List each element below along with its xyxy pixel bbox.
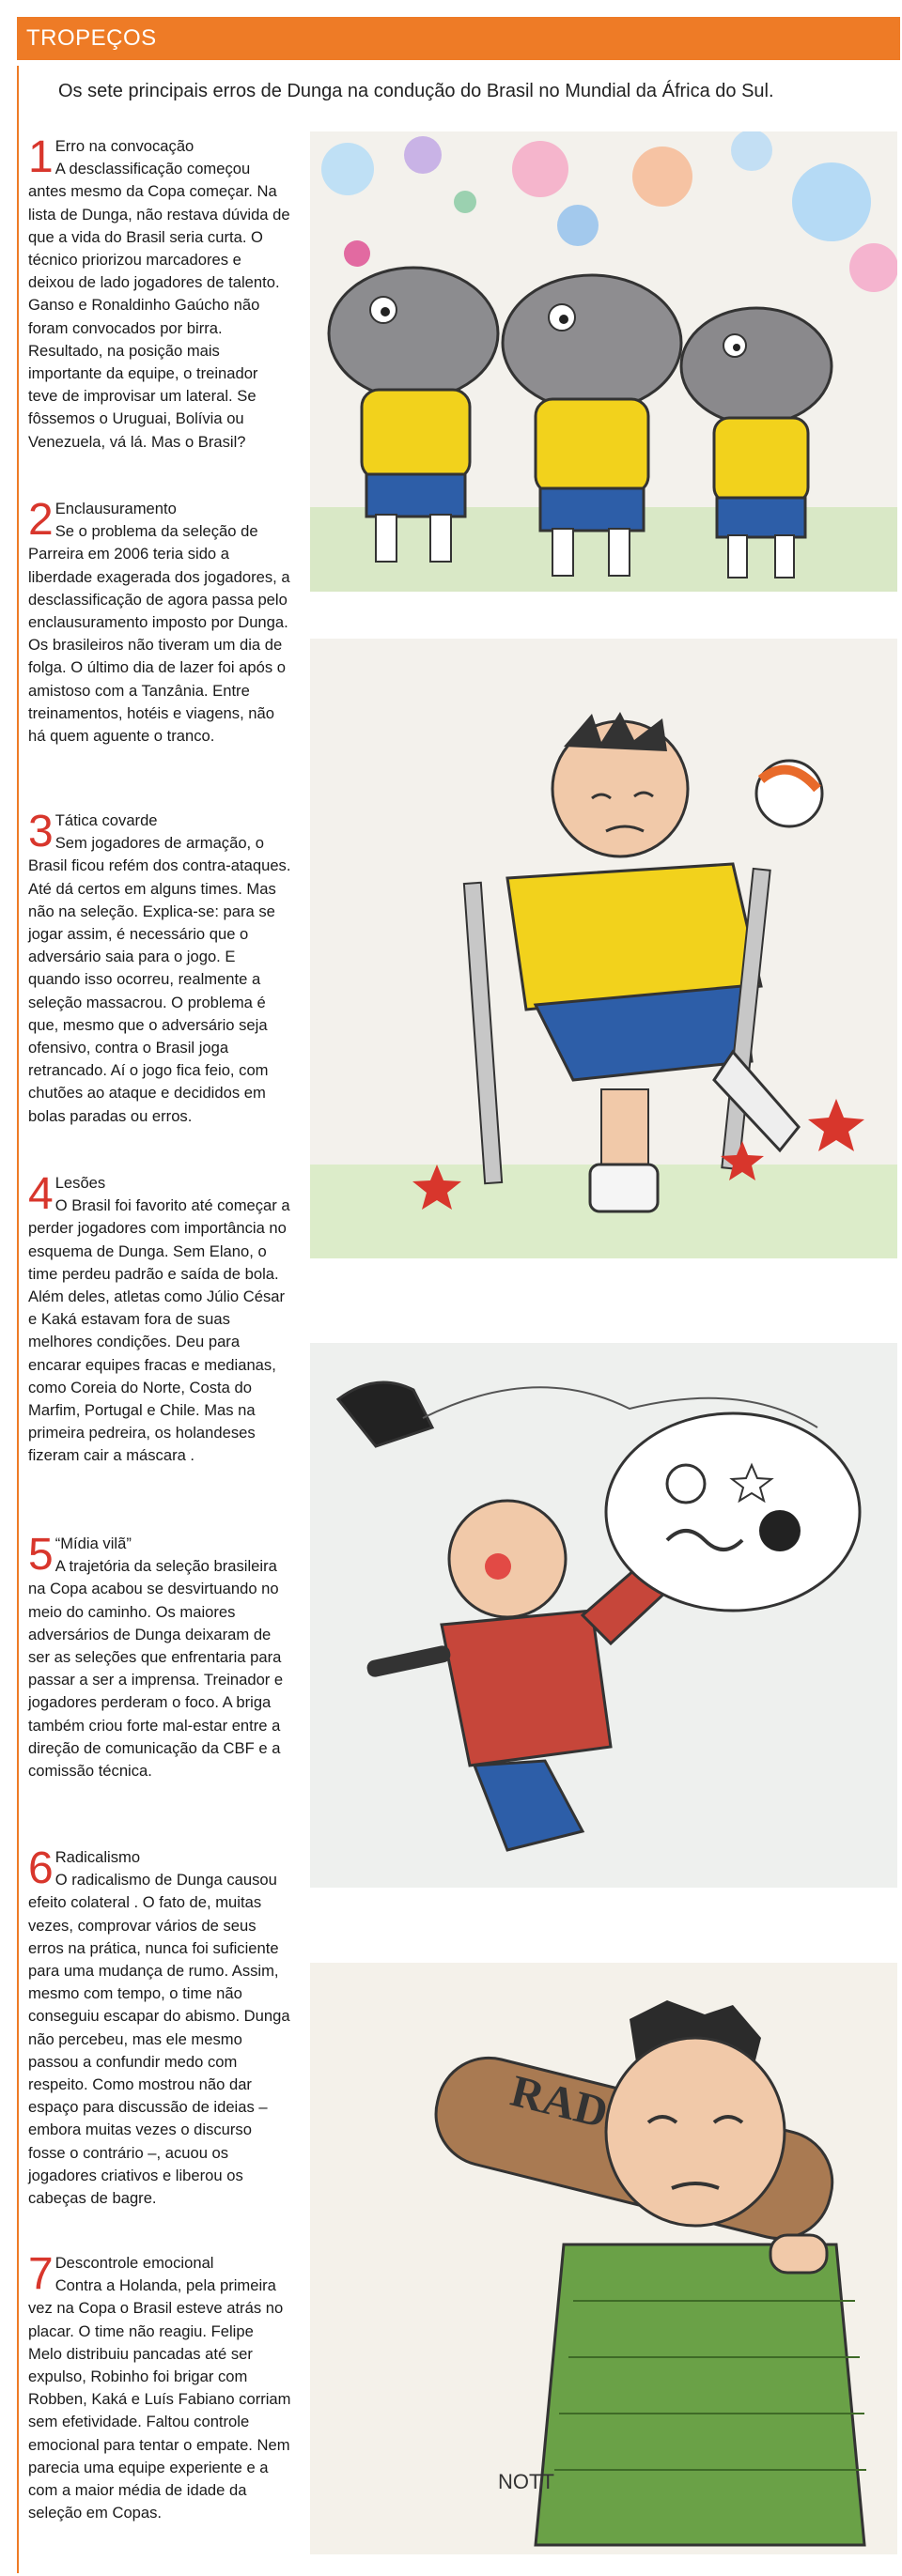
item-number: 1 [28, 132, 54, 182]
item-4 [28, 1169, 291, 1468]
item-2 [28, 495, 291, 748]
item-7 [28, 2249, 291, 2524]
item-number: 6 [28, 1843, 54, 1893]
item-title: Enclausuramento [54, 500, 177, 517]
item-number: 2 [28, 495, 54, 545]
item-title: Descontrole emocional [54, 2254, 214, 2272]
item-3 [28, 807, 291, 1128]
cartoon-radical [310, 1963, 897, 2554]
item-body: O Brasil foi favorito até começar a perder jogadores com importância no esquema de Dunga. Sem Elano, o time perdeu padrão e saída de bola. Além deles, atletas como Júlio César e Kaká estavam fora de suas melhores condições. Deu para encarar equipes fracas e medianas, como Coreia do Norte, Costa do Marfim, Portugal e Chile. Mas na primeira pedreira, os holandeses fizeram cair a máscara . [28, 1196, 290, 1465]
item-body: Se o problema da seleção de Parreira em 2006 teria sido a liberdade exagerada dos jogadores, a desclassificação de agora passa pelo enclausuramento imposto por Dunga. Os brasileiros não tiveram um dia de folga. O último dia de lazer foi após o amistoso com a Tanzânia. Entre treinamentos, hotéis e viagens, não há quem aguente o tranco. [28, 522, 290, 746]
item-number: 5 [28, 1530, 54, 1580]
section-banner [17, 17, 900, 60]
item-body: O radicalismo de Dunga causou efeito colateral . O fato de, muitas vezes, comprovar vários de seus erros na prática, nunca foi suficiente para uma mudança de rumo. Assim, mesmo com tempo, o time não conseguiu escapar do abismo. Dunga não percebeu, mas ele mesmo passou a confundir medo com respeito. Como mostrou não dar espaço para discussão de ideias – embora muitas vezes o discurso fosse o contrário –, acuou os jogadores criativos e liberou os cabeças de bagre. [28, 1871, 290, 2208]
side-rule [17, 66, 19, 2573]
item-title: Tática covarde [54, 811, 158, 829]
lead-text: Os sete principais erros de Dunga na condução do Brasil no Mundial da África do Sul. [58, 81, 774, 101]
item-title: Radicalismo [54, 1848, 141, 1866]
section-title: TROPEÇOS [26, 25, 157, 51]
cartoon-injured-player [310, 639, 897, 1258]
item-title: “Mídia vilã” [54, 1535, 132, 1552]
item-number: 4 [28, 1169, 54, 1219]
item-6 [28, 1843, 291, 2210]
signature: NOTT [498, 2470, 554, 2493]
cartoon-media-villain [310, 1343, 897, 1888]
item-body: A trajetória da seleção brasileira na Copa acabou se desvirtuando no meio do caminho. Os maiores adversários de Dunga deixaram de ser as seleções que enfrentaria para passar a ser a imprensa. Treinador e jogadores perderam o foco. A briga também criou forte mal-estar entre a direção de comunicação da CBF e a comissão técnica. [28, 1557, 284, 1781]
item-number: 7 [28, 2249, 54, 2299]
item-body: Sem jogadores de armação, o Brasil ficou refém dos contra-ataques. Até dá certos em alguns times. Mas não na seleção. Explica-se: para se jogar assim, é necessário que o adversário saia para o jogo. E quando isso ocorreu, realmente a seleção massacrou. O problema é que, mesmo que o adversário seja ofensivo, contra o Brasil joga retrancado. Aí o jogo fica feio, com chutões ao ataque e decididos em bolas paradas ou erros. [28, 834, 291, 1125]
item-1 [28, 132, 291, 454]
cartoon-fish-players [310, 131, 897, 592]
item-body: Contra a Holanda, pela primeira vez na Copa o Brasil esteve atrás no placar. O time não reagiu. Felipe Melo distribuiu pancadas até ser expulso, Robinho foi brigar com Robben, Kaká e Luís Fabiano corriam sem efetividade. Faltou controle emocional para tentar o empate. Nem parecia uma equipe experiente e a com a maior média de idade da seleção em Copas. [28, 2276, 291, 2522]
item-title: Erro na convocação [54, 137, 194, 155]
item-number: 3 [28, 807, 54, 856]
item-title: Lesões [54, 1174, 106, 1192]
item-body: A desclassificação começou antes mesmo da Copa começar. Na lista de Dunga, não restava dúvida de que a vida do Brasil seria curta. O técnico priorizou marcadores e deixou de lado jogadores de talento. Ganso e Ronaldinho Gaúcho não foram convocados por birra. Resultado, na posição mais importante da equipe, o treinador teve de improvisar um lateral. Se fôssemos o Uruguai, Bolívia ou Venezuela, vá lá. Mas o Brasil? [28, 160, 290, 451]
item-5 [28, 1530, 291, 1782]
